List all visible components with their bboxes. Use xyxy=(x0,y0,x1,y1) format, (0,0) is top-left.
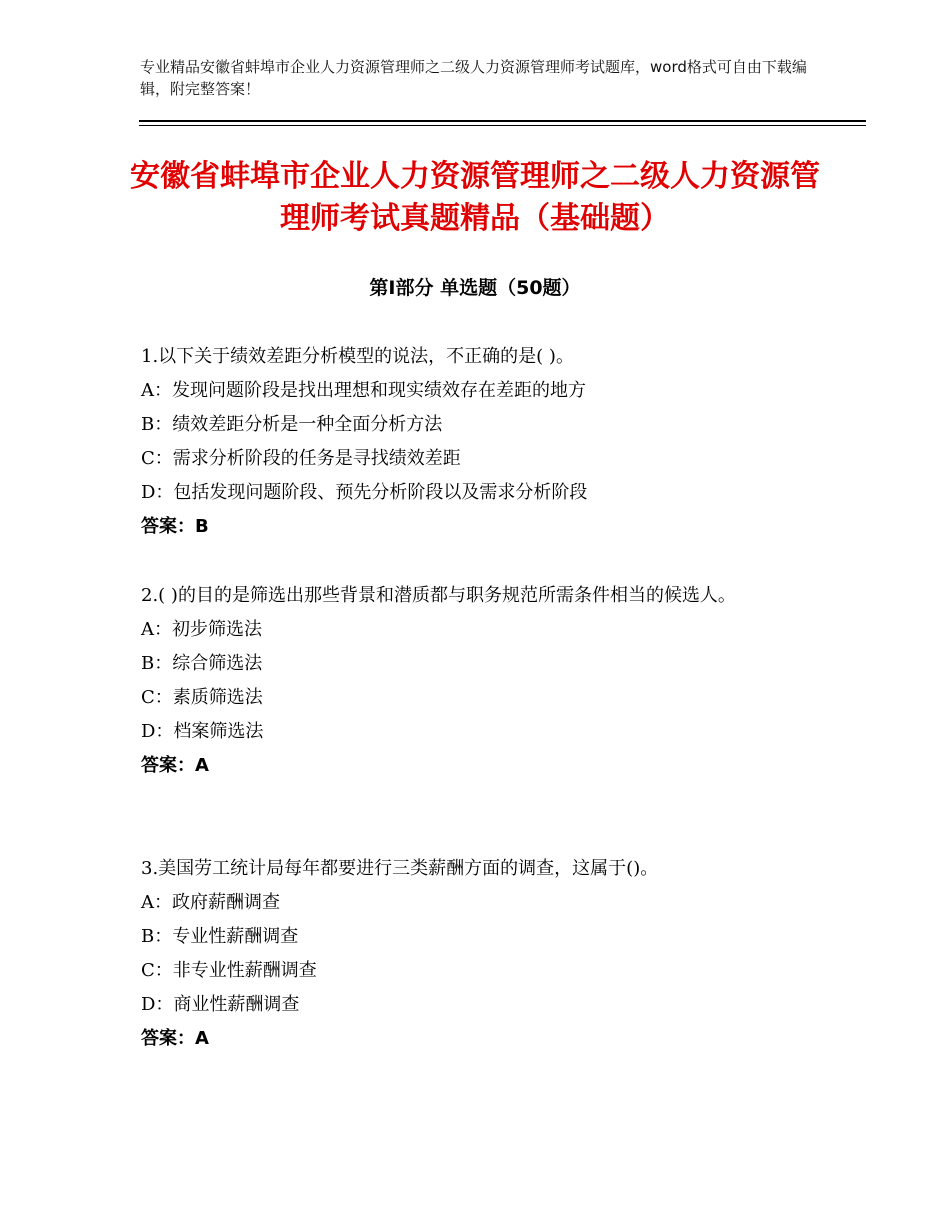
option-b: B：绩效差距分析是一种全面分析方法 xyxy=(141,414,443,435)
option-b: B：专业性薪酬调查 xyxy=(141,926,299,947)
section-title: 第Ⅰ部分 单选题（50题） xyxy=(369,277,581,299)
option-d: D：包括发现问题阶段、预先分析阶段以及需求分析阶段 xyxy=(141,482,588,503)
option-a: A：政府薪酬调查 xyxy=(141,892,280,913)
option-a: A：初步筛选法 xyxy=(141,619,262,640)
option-c: C：非专业性薪酬调查 xyxy=(141,960,317,981)
question-3 xyxy=(141,852,811,1056)
document-title: 安徽省蚌埠市企业人力资源管理师之二级人力资源管理师考试真题精品（基础题） xyxy=(130,159,820,236)
answer-line: 答案：A xyxy=(141,755,209,776)
question-stem: 2.( )的目的是筛选出那些背景和潜质都与职务规范所需条件相当的候选人。 xyxy=(141,585,736,606)
question-1 xyxy=(141,340,811,544)
option-b: B：综合筛选法 xyxy=(141,653,263,674)
question-stem: 3.美国劳工统计局每年都要进行三类薪酬方面的调查，这属于()。 xyxy=(141,858,659,879)
question-2 xyxy=(141,579,811,783)
option-c: C：需求分析阶段的任务是寻找绩效差距 xyxy=(141,448,461,469)
option-a: A：发现问题阶段是找出理想和现实绩效存在差距的地方 xyxy=(141,380,586,401)
header-rule-thin xyxy=(139,125,866,126)
option-d: D：档案筛选法 xyxy=(141,721,264,742)
option-c: C：素质筛选法 xyxy=(141,687,263,708)
answer-line: 答案：A xyxy=(141,1028,209,1049)
question-stem: 1.以下关于绩效差距分析模型的说法，不正确的是( )。 xyxy=(141,346,574,367)
header-rule-thick xyxy=(139,120,866,122)
answer-line: 答案：B xyxy=(141,516,209,537)
option-d: D：商业性薪酬调查 xyxy=(141,994,300,1015)
header-note: 专业精品安徽省蚌埠市企业人力资源管理师之二级人力资源管理师考试题库，word格式可自由下载编辑，附完整答案！ xyxy=(140,58,807,98)
